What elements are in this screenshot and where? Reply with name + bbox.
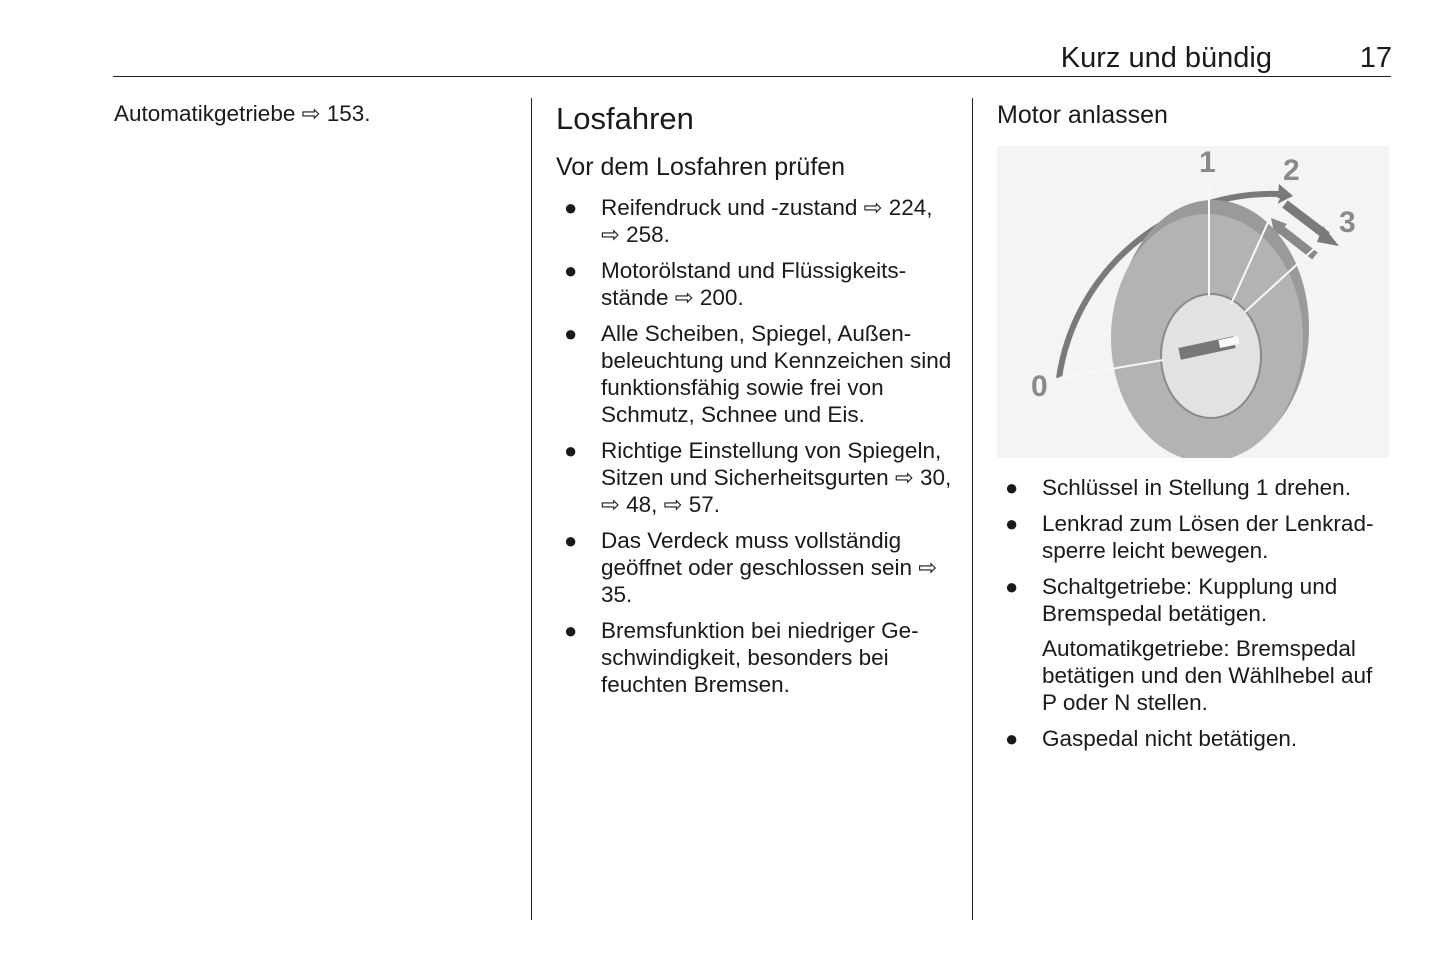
list-item: ● Schlüssel in Stellung 1 drehen. <box>1005 475 1351 500</box>
list-item: ● Richtige Einstellung von Spiegeln, Sitzen und Sicherheitsgurten ⇨ 30, ⇨ 48, ⇨ 57. <box>564 438 952 517</box>
position-label-0: 0 <box>1031 370 1048 403</box>
bullet-icon: ● <box>564 438 578 463</box>
column-divider-1 <box>531 98 532 920</box>
section-heading: Losfahren <box>556 101 694 136</box>
page-number: 17 <box>1359 42 1392 74</box>
bullet-icon: ● <box>564 528 578 553</box>
lock-cylinder <box>1161 294 1261 418</box>
column-1 <box>114 100 514 127</box>
list-item: ● Das Verdeck muss vollständig geöffnet oder geschlossen sein ⇨ 35. <box>564 528 938 607</box>
running-header-title: Kurz und bündig <box>1060 42 1272 74</box>
list-item: ● Lenkrad zum Lösen der Lenkradsperre leicht bewegen. <box>1005 511 1374 563</box>
list-item: ● Gaspedal nicht betätigen. <box>1005 726 1298 751</box>
bullet-icon: ● <box>564 195 578 220</box>
cross-reference-text: Automatikgetriebe ⇨ 153. <box>114 101 371 126</box>
position-label-3: 3 <box>1339 206 1356 239</box>
bullet-icon: ● <box>564 258 578 283</box>
header-rule <box>113 76 1391 77</box>
list-item: ● Schaltgetriebe: Kupplung und Bremspedal betätigen. Automatikgetriebe: Bremspedal betätigen und den Wählhebel auf P oder N stellen. <box>997 573 1392 716</box>
subsection-heading: Vor dem Losfahren prüfen <box>556 153 846 181</box>
ignition-switch-figure <box>997 146 1389 458</box>
bullet-icon: ● <box>564 321 578 346</box>
position-label-1: 1 <box>1199 146 1216 179</box>
bullet-icon: ● <box>564 618 578 643</box>
start-instructions <box>997 474 1392 752</box>
section-heading-motor: Motor anlassen <box>997 101 1168 129</box>
list-item: ● Alle Scheiben, Spiegel, Außenbeleuchtung und Kennzeichen sind funktionsfähig sowie frei von Schmutz, Schnee und Eis. <box>564 321 952 427</box>
checklist <box>556 194 956 698</box>
bullet-icon: ● <box>1005 726 1019 751</box>
list-item: ● Bremsfunktion bei niedriger Geschwindigkeit, besonders bei feuchten Bremsen. <box>564 618 919 697</box>
bullet-icon: ● <box>1005 511 1019 536</box>
column-3 <box>997 100 1392 761</box>
bullet-icon: ● <box>1005 574 1019 599</box>
position-label-2: 2 <box>1283 154 1300 187</box>
automatic-transmission-note: Automatikgetriebe: Bremspedal betätigen und den Wählhebel auf P oder N stellen. <box>1042 636 1373 715</box>
column-2 <box>556 100 956 707</box>
column-divider-2 <box>972 98 973 920</box>
list-item: ● Motorölstand und Flüssigkeitsstände ⇨ 200. <box>564 258 907 310</box>
bullet-icon: ● <box>1005 475 1019 500</box>
list-item: ● Reifendruck und -zustand ⇨ 224, ⇨ 258. <box>564 195 933 247</box>
